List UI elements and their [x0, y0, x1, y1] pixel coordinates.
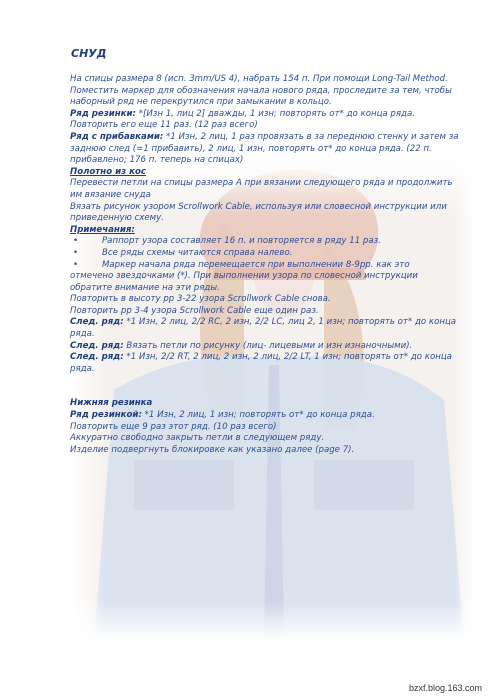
bottom-rib-heading: Нижняя резинка	[70, 398, 153, 409]
increase-row-text: *1 Изн, 2 лиц, 1 раз провязать в за переднюю стенку и затем за заднюю след (=1 прибавить), 2 лиц, 1 изн, повторять от* до конца ряда. (22 п. прибавлено; 176 п. теперь на спицах)	[70, 131, 459, 166]
bottom-repeat: Повторить еще 9 раз этот ряд. (10 раз всего)	[70, 421, 277, 432]
bottom-rib-text: *1 Изн, 2 лиц, 1 изн; повторять от* до конца ряда.	[141, 410, 375, 421]
cable-section-heading: Полотно из кос	[70, 166, 146, 177]
bottom-rib-label: Ряд резинкой:	[70, 410, 142, 421]
rib-row-paragraph	[70, 109, 460, 132]
cable-intro-1: Перевести петли на спицы размера А при вязании следующего ряда и продолжить им вязание снуда	[70, 178, 453, 200]
bullet-icon: •	[73, 247, 79, 258]
next-row-a-text: *1 Изн, 2 лиц, 2/2 RC, 2 изн, 2/2 LC, лиц 2, 1 изн; повторять от* до конца ряда.	[70, 317, 457, 340]
next-row-c-label: След. ряд:	[70, 352, 124, 363]
note-item: • Раппорт узора составляет 16 п. и повторяется в ряду 11 раз.	[73, 236, 381, 247]
next-row-b-label: След. ряд:	[70, 340, 124, 351]
next-row-a-label: След. ряд:	[70, 317, 124, 328]
rib-row-label: Ряд резинки:	[70, 108, 136, 119]
source-watermark: bzxf.blog.163.com	[408, 683, 482, 693]
page-title: СНУД	[71, 47, 107, 60]
next-row-a	[70, 317, 460, 340]
increase-row-label: Ряд с прибавками:	[70, 131, 164, 142]
bottom-blocking: Изделие подвергнуть блокировке как указано далее (page 7).	[70, 444, 355, 455]
next-row-c-text: *1 Изн, 2/2 RT, 2 лиц, 2 изн, 2 лиц, 2/2 LT, 1 изн; повторять от* до конца ряда.	[70, 352, 452, 374]
notes-heading: Примечания:	[70, 224, 135, 235]
repeat-instruction-2: Повторить рр 3-4 узора Scrollwork Cable еще один раз.	[70, 305, 319, 316]
rib-row-text: *[Изн 1, лиц 2] дважды, 1 изн; повторять от* до конца ряда. Повторить его еще 11 раз. (12 раз всего)	[70, 108, 415, 131]
note-item: • Все ряды схемы читаются справа налево.	[73, 247, 293, 258]
bullet-icon: •	[73, 259, 79, 270]
pattern-instructions	[70, 74, 460, 456]
next-row-b-text: Вязать петли по рисунку (лиц- лицевыми и изн изнаночными).	[123, 340, 413, 351]
cable-intro-2: Вязать рисунок узором Scrollwork Cable, используя или словесной инструкции или приведенную схему.	[70, 201, 447, 224]
bottom-rib-row	[70, 410, 460, 422]
repeat-instruction-1: Повторить в высоту рр 3-22 узора Scrollwork Cable снова.	[70, 294, 331, 305]
next-row-b	[70, 341, 460, 353]
note-continuation: отмечено звездочками (*). При выполнении узора по словесной инструкции обратите внимание на эти ряды.	[70, 271, 418, 293]
next-row-c	[70, 352, 460, 375]
intro-paragraph: На спицы размера 8 (исп. 3mm/US 4), набрать 154 п. При помощи Long-Tail Method. Поместить маркер для обозначения начала нового ряда, проследите за тем, чтобы наборный ряд не перекрутился при замыкании в кольцо.	[70, 74, 452, 108]
increase-row-paragraph	[70, 132, 460, 167]
bottom-bindoff: Аккуратно свободно закрыть петли в следующем ряду.	[70, 433, 325, 444]
bullet-icon: •	[73, 236, 79, 247]
note-item: • Маркер начала ряда перемещается при выполнении 8-9рр. как это	[73, 259, 410, 270]
